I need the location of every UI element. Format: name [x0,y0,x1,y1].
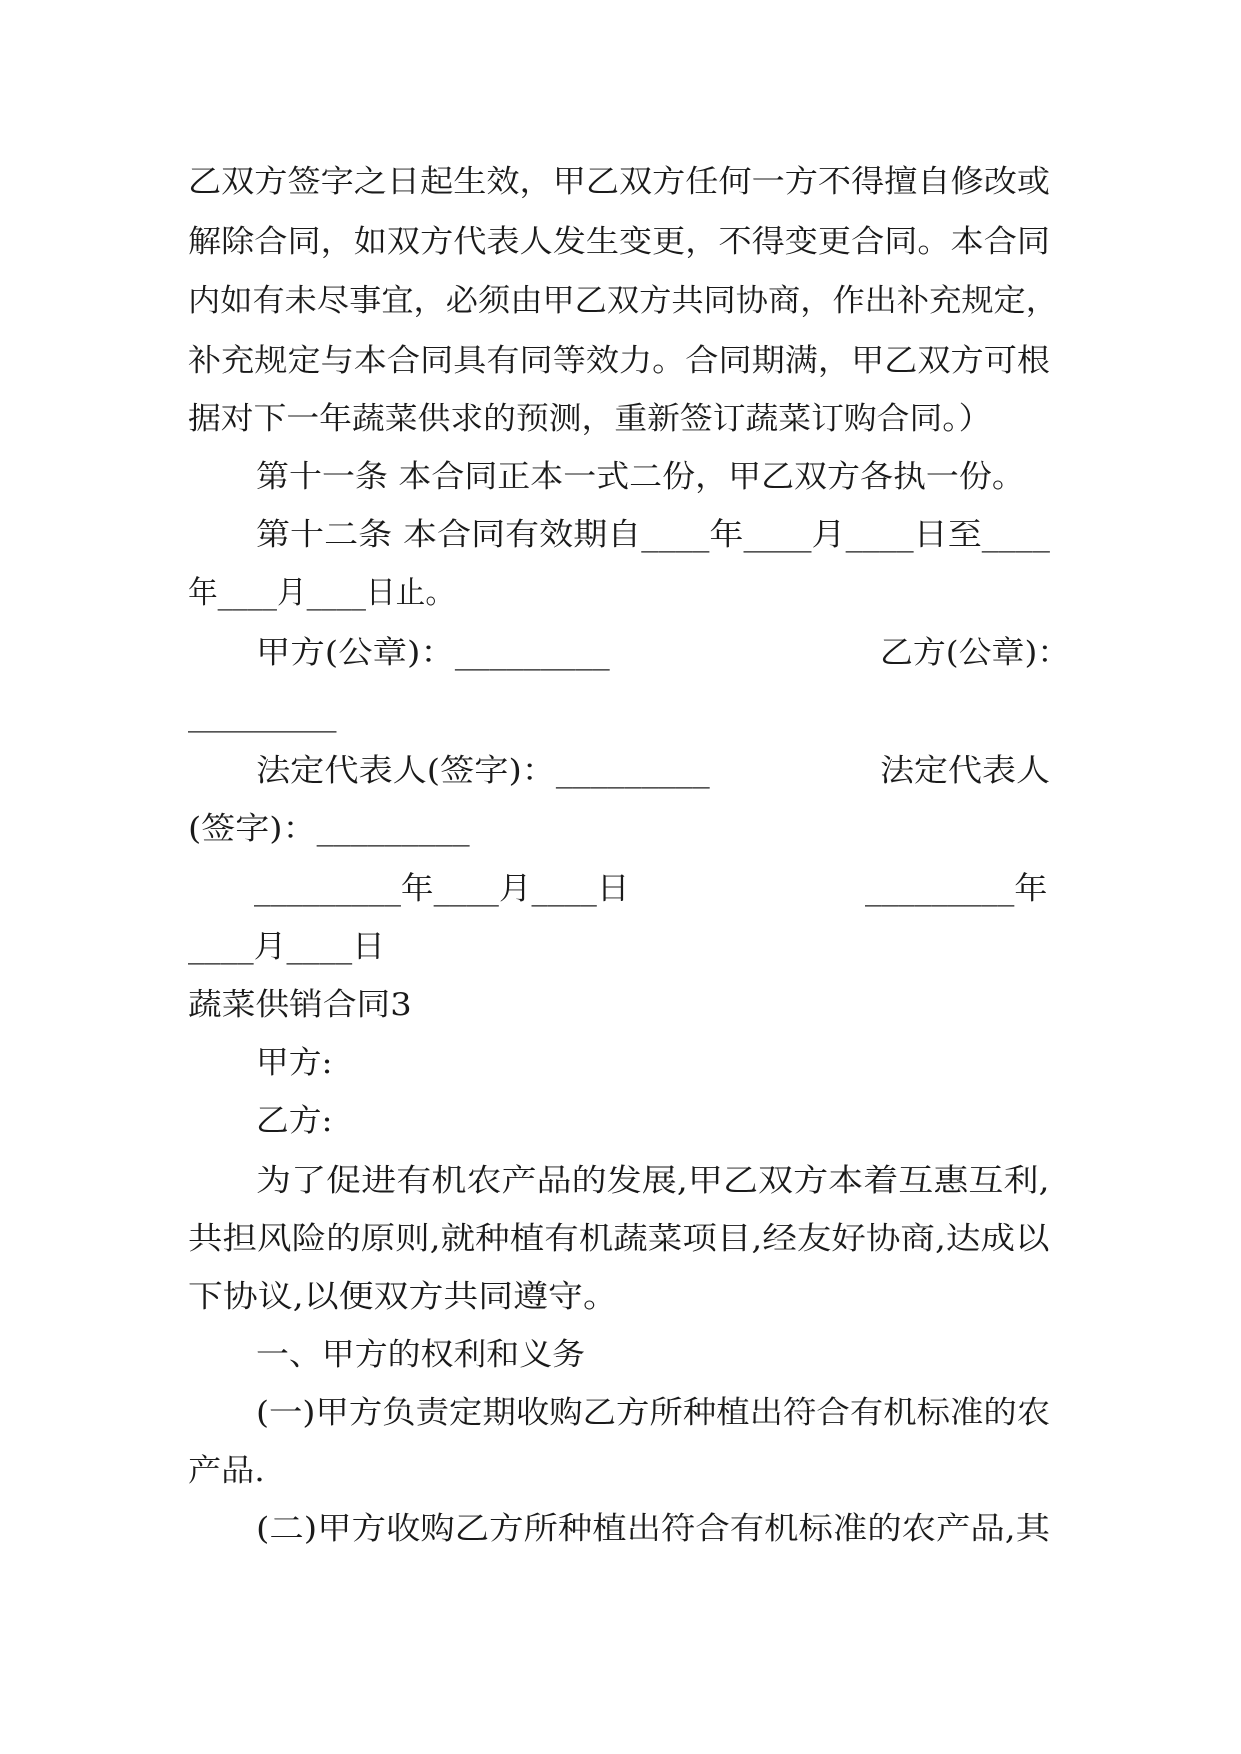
body-line: 为了促进有机农产品的发展,甲乙双方本着互惠互利, [256,1163,1050,1199]
article-12: 第十二条 本合同有效期自____年____月____日至____ [256,517,1050,553]
party-b-seal: 乙方(公章)： [880,635,1071,671]
party-a-label: 甲方: [256,1045,333,1081]
party-a-date: _________年____月____日 [254,871,630,907]
body-line: 内如有未尽事宜，必须由甲乙双方共同协商，作出补充规定， [188,283,1058,319]
body-line: 共担风险的原则,就种植有机蔬菜项目,经友好协商,达成以 [188,1221,1050,1257]
body-line: 产品. [188,1453,265,1489]
party-b-representative-signature: (签字)：_________ [188,811,470,847]
party-a-seal: 甲方(公章)：_________ [256,635,610,671]
party-b-date-continued: ____月____日 [188,929,385,965]
party-a-representative: 法定代表人(签字)：_________ [256,753,710,789]
body-line: 据对下一年蔬菜供求的预测，重新签订蔬菜订购合同。） [188,401,992,437]
article-12-continued: 年____月____日止。 [188,575,455,611]
body-line: (一)甲方负责定期收购乙方所种植出符合有机标准的农 [256,1395,1051,1431]
body-line: 解除合同，如双方代表人发生变更，不得变更合同。本合同 [188,224,1050,260]
party-b-seal-blank: _________ [188,697,337,733]
section-title: 蔬菜供销合同3 [188,987,412,1023]
article-11: 第十一条 本合同正本一式二份，甲乙双方各执一份。 [256,459,1025,495]
body-line: 下协议,以便双方共同遵守。 [188,1279,618,1315]
party-b-representative: 法定代表人 [880,753,1050,789]
body-line: 补充规定与本合同具有同等效力。合同期满，甲乙双方可根 [188,343,1050,379]
body-line: (二)甲方收购乙方所种植出符合有机标准的农产品,其 [256,1511,1051,1547]
body-line: 乙双方签字之日起生效，甲乙双方任何一方不得擅自修改或 [188,164,1050,200]
party-b-label: 乙方: [256,1103,333,1139]
party-b-date: _________年 [865,871,1048,907]
section-heading: 一、甲方的权利和义务 [256,1337,585,1373]
